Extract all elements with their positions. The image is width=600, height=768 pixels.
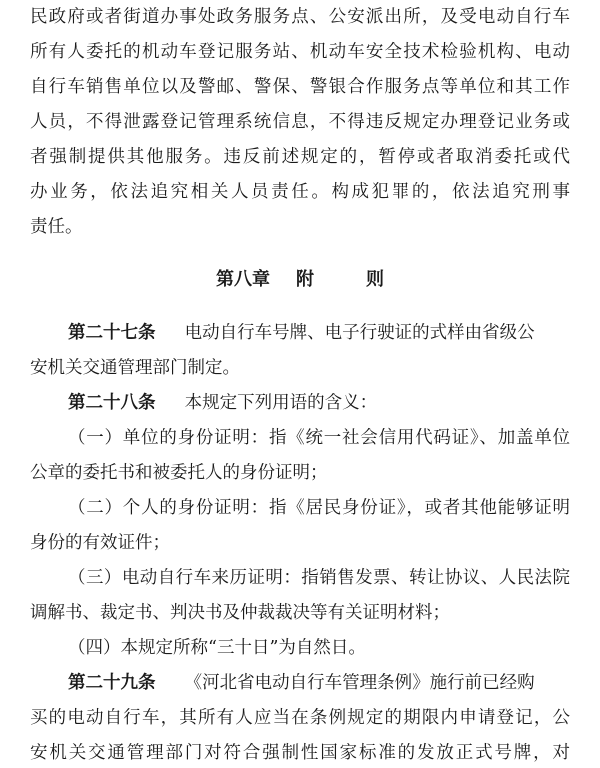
body-line: 公章的委托书和被委托人的身份证明； [30,463,328,483]
article-28 [68,388,570,418]
definition-3: （三）电动自行车来历证明：指销售发票、转让协议、人民法院 [68,568,570,588]
article-label: 第二十九条 [68,673,156,693]
body-line: 办业务，依法追究相关人员责任。构成犯罪的，依法追究刑事 [30,182,570,202]
body-line: 安机关交通管理部门对符合强制性国家标准的发放正式号牌，对 [30,743,570,763]
body-line: 人员，不得泄露登记管理系统信息，不得违反规定办理登记业务或 [30,112,570,132]
definition-2: （二）个人的身份证明：指《居民身份证》，或者其他能够证明 [68,498,570,518]
body-line: 者强制提供其他服务。违反前述规定的，暂停或者取消委托或代 [30,147,570,167]
chapter-title-char-2: 则 [366,269,384,290]
body-line: 身份的有效证件； [30,533,170,553]
body-line: 安机关交通管理部门制定。 [30,358,240,378]
article-label: 第二十八条 [68,393,156,413]
chapter-number: 第八章 [216,269,270,290]
body-line: 调解书、裁定书、判决书及仲裁裁决等有关证明材料； [30,603,450,623]
chapter-heading [0,265,600,295]
article-27 [68,318,570,348]
article-text: 本规定下列用语的含义： [184,393,378,413]
article-label: 第二十七条 [68,323,156,343]
article-29 [68,668,570,698]
body-line: 责任。 [30,217,83,237]
definition-4: （四）本规定所称“三十日”为自然日。 [68,638,366,658]
definition-1: （一）单位的身份证明：指《统一社会信用代码证》、加盖单位 [68,428,570,448]
article-text: 电动自行车号牌、电子行驶证的式样由省级公 [184,323,535,343]
body-line: 所有人委托的机动车登记服务站、机动车安全技术检验机构、电动 [30,42,570,62]
body-line: 买的电动自行车，其所有人应当在条例规定的期限内申请登记，公 [30,708,570,728]
article-text: 《河北省电动自行车管理条例》施行前已经购 [184,673,535,693]
body-line: 民政府或者街道办事处政务服务点、公安派出所，及受电动自行车 [30,7,570,27]
body-line: 自行车销售单位以及警邮、警保、警银合作服务点等单位和其工作 [30,77,570,97]
chapter-title-char-1: 附 [296,269,314,290]
